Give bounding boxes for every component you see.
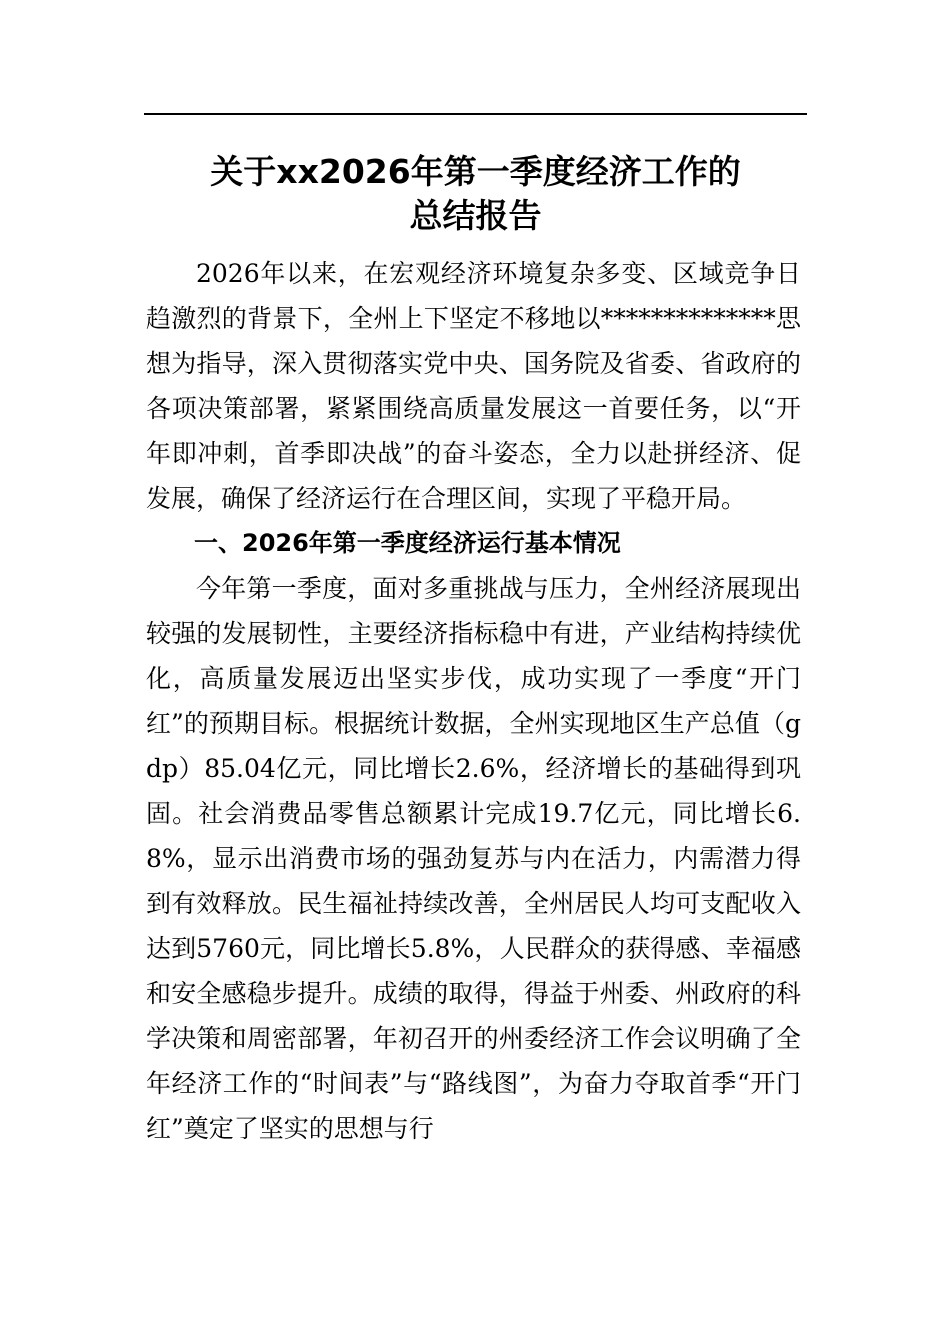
section-paragraph: 今年第一季度，面对多重挑战与压力，全州经济展现出较强的发展韧性，主要经济指标稳中有进，产业结构持续优化，高质量发展迈出坚实步伐，成功实现了一季度“开门红”的预期目标。根据统计数据，全州实现地区生产总值（gdp）85.04亿元，同比增长2.6%，经济增长的基础得到巩固。社会消费品零售总额累计完成19.7亿元，同比增长6.8%，显示出消费市场的强劲复苏与内在活力，内需潜力得到有效释放。民生福祉持续改善，全州居民人均可支配收入达到5760元，同比增长5.8%，人民群众的获得感、幸福感和安全感稳步提升。成绩的取得，得益于州委、州政府的科学决策和周密部署，年初召开的州委经济工作会议明确了全年经济工作的“时间表”与“路线图”，为奋力夺取首季“开门红”奠定了坚实的思想与行: [146, 574, 801, 1143]
header-rule: [144, 113, 807, 115]
title-line-1: 关于xx2026年第一季度经济工作的: [210, 152, 741, 191]
section-heading: 一、2026年第一季度经济运行基本情况: [194, 529, 621, 557]
document-title: [144, 150, 807, 238]
title-line-2: 总结报告: [409, 196, 542, 235]
intro-paragraph: 2026年以来，在宏观经济环境复杂多变、区域竞争日趋激烈的背景下，全州上下坚定不移地以**************思想为指导，深入贯彻落实党中央、国务院及省委、省政府的各项决策部署，紧紧围绕高质量发展这一首要任务，以“开年即冲刺，首季即决战”的奋斗姿态，全力以赴拼经济、促发展，确保了经济运行在合理区间，实现了平稳开局。: [146, 259, 801, 513]
document-body: [146, 251, 801, 1151]
